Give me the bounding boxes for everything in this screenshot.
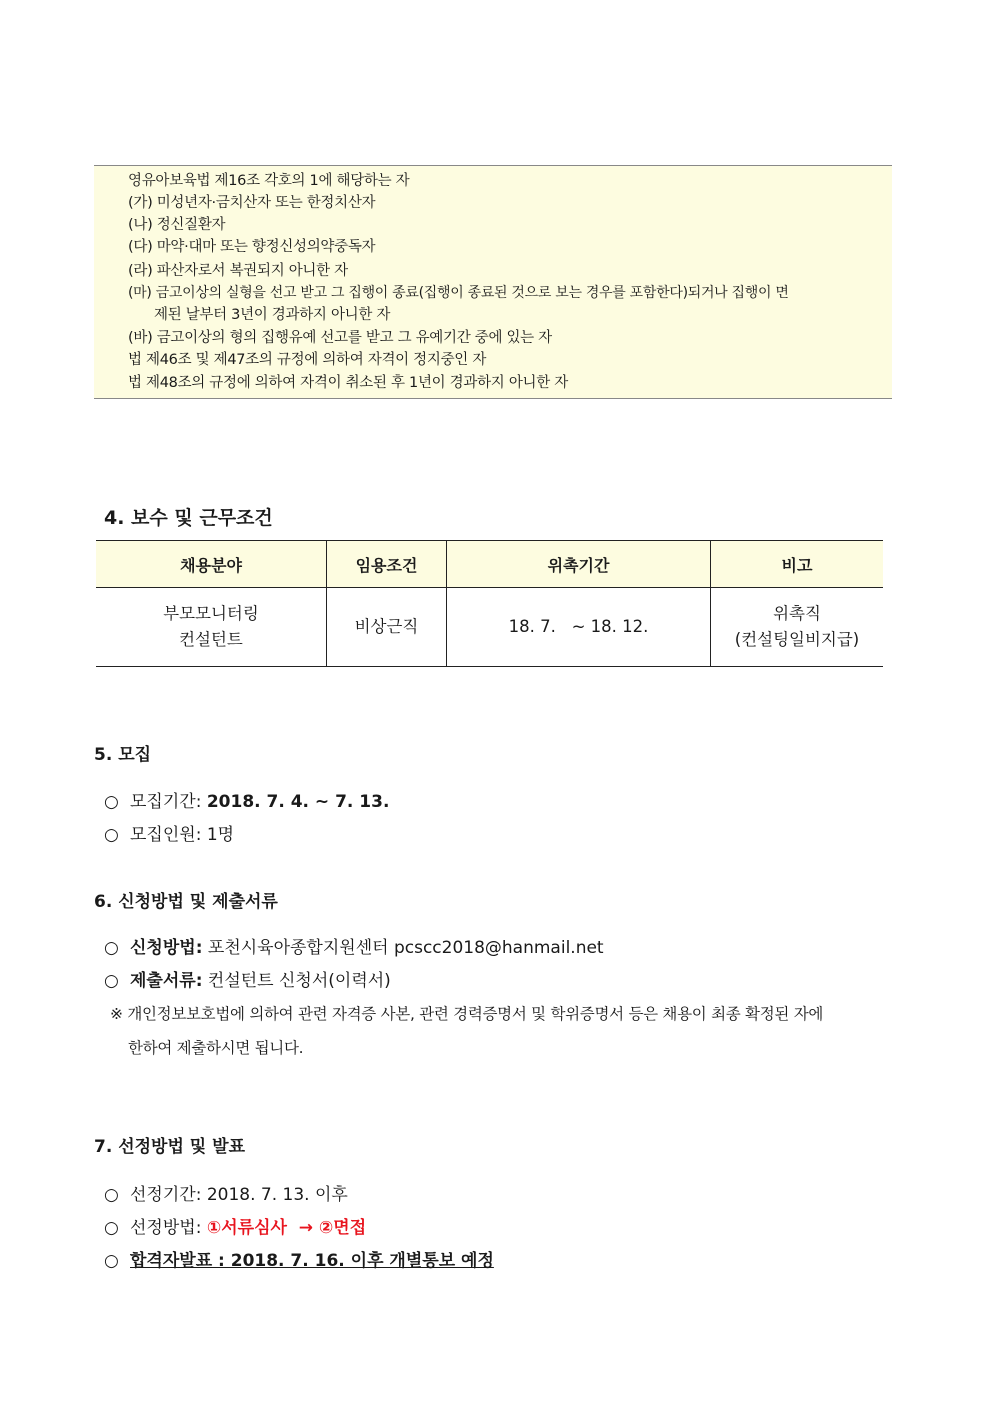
selection-method-label: 선정방법: bbox=[130, 1218, 207, 1238]
recruit-people-line bbox=[104, 820, 234, 845]
section-6-title: 6. 신청방법 및 제출서류 bbox=[94, 892, 278, 912]
notice-line: (마) 금고이상의 실형을 선고 받고 그 집행이 종료(집행이 종료된 것으로 보는 경우를 포함한다)되거나 집행이 면 bbox=[128, 285, 789, 301]
submit-docs-line bbox=[104, 966, 391, 991]
recruit-people-label: 모집인원: bbox=[130, 825, 207, 845]
notice-line: (라) 파산자로서 복권되지 아니한 자 bbox=[128, 263, 348, 279]
bullet-icon: ○ bbox=[104, 971, 119, 991]
bullet-icon: ○ bbox=[104, 1185, 119, 1205]
header-period: 위촉기간 bbox=[447, 541, 711, 588]
apply-method-line bbox=[104, 933, 604, 958]
header-note: 비고 bbox=[711, 541, 884, 588]
notice-line: (다) 마약·대마 또는 향정신성의약중독자 bbox=[128, 239, 376, 255]
section-5-title: 5. 모집 bbox=[94, 745, 152, 765]
apply-method-value: 포천시육아종합지원센터 pcscc2018@hanmail.net bbox=[202, 938, 604, 958]
header-field: 채용분야 bbox=[96, 541, 327, 588]
notice-line: (가) 미성년자·금치산자 또는 한정치산자 bbox=[128, 195, 376, 211]
announcement-text: 합격자발표 : 2018. 7. 16. 이후 개별통보 예정 bbox=[130, 1251, 494, 1271]
notice-line: 법 제48조의 규정에 의하여 자격이 취소된 후 1년이 경과하지 아니한 자 bbox=[128, 375, 568, 391]
compensation-table bbox=[96, 540, 883, 667]
disqualification-box bbox=[94, 165, 892, 399]
bullet-icon: ○ bbox=[104, 938, 119, 958]
table-row bbox=[96, 588, 883, 667]
bullet-icon: ○ bbox=[104, 1251, 119, 1271]
submit-docs-label: 제출서류: bbox=[130, 971, 203, 991]
recruit-period-line bbox=[104, 787, 389, 812]
recruit-people-value: 1명 bbox=[206, 825, 235, 845]
cell-note bbox=[711, 588, 884, 667]
privacy-note-line2: 한하여 제출하시면 됩니다. bbox=[128, 1039, 304, 1057]
note-line: 위촉직 bbox=[773, 604, 821, 623]
notice-line: (나) 정신질환자 bbox=[128, 217, 226, 233]
cell-field bbox=[96, 588, 327, 667]
privacy-note-line1: ※ 개인정보보호법에 의하여 관련 자격증 사본, 관련 경력증명서 및 학위증명서 등은 채용이 최종 확정된 자에 bbox=[110, 1005, 824, 1023]
recruit-period-value: 2018. 7. 4. ~ 7. 13. bbox=[206, 792, 390, 812]
selection-method-line bbox=[104, 1213, 366, 1238]
section-4-title: 4. 보수 및 근무조건 bbox=[104, 507, 273, 529]
cell-condition: 비상근직 bbox=[327, 588, 447, 667]
notice-line: (바) 금고이상의 형의 집행유예 선고를 받고 그 유예기간 중에 있는 자 bbox=[128, 330, 552, 346]
submit-docs-value: 컨설턴트 신청서(이력서) bbox=[202, 971, 391, 991]
recruit-period-label: 모집기간: bbox=[130, 792, 207, 812]
bullet-icon: ○ bbox=[104, 1218, 119, 1238]
field-line: 부모모니터링 bbox=[163, 604, 259, 623]
header-condition: 임용조건 bbox=[327, 541, 447, 588]
bullet-icon: ○ bbox=[104, 792, 119, 812]
apply-method-label: 신청방법: bbox=[130, 938, 203, 958]
selection-period-line bbox=[104, 1180, 348, 1205]
field-line: 컨설턴트 bbox=[179, 630, 243, 649]
bullet-icon: ○ bbox=[104, 825, 119, 845]
notice-line: 제된 날부터 3년이 경과하지 아니한 자 bbox=[154, 307, 391, 323]
cell-period: 18. 7. ~ 18. 12. bbox=[447, 588, 711, 667]
selection-period-text: 선정기간: 2018. 7. 13. 이후 bbox=[130, 1185, 348, 1205]
announcement-line bbox=[104, 1246, 494, 1271]
notice-line: 영유아보육법 제16조 각호의 1에 해당하는 자 bbox=[128, 173, 410, 189]
notice-line: 법 제46조 및 제47조의 규정에 의하여 자격이 정지중인 자 bbox=[128, 352, 487, 368]
table-header-row bbox=[96, 541, 883, 588]
section-7-title: 7. 선정방법 및 발표 bbox=[94, 1137, 245, 1157]
note-line: (컨설팅일비지급) bbox=[734, 630, 860, 649]
selection-method-value: ①서류심사 → ②면접 bbox=[206, 1218, 367, 1238]
